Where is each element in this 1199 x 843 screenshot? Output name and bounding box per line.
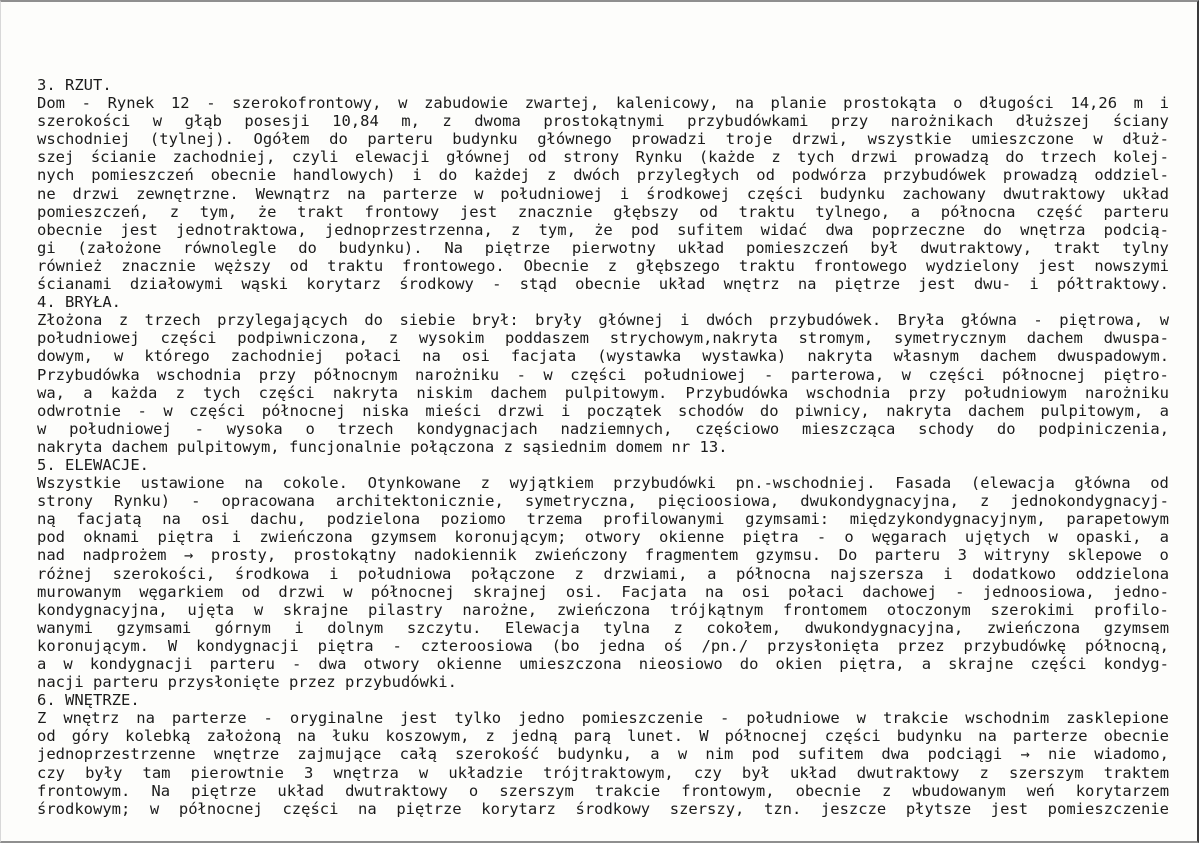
text-line: również znacznie węższy od traktu frontowego. Obecnie z głębszego traktu frontowego wydzielony jest nowszymi	[37, 256, 1169, 275]
document-body	[37, 76, 1169, 818]
text-line: szej ścianie zachodniej, czyli elewacji głównej od strony Rynku (każde z tych drzwi prowadzą do trzech kolej-	[37, 148, 1169, 167]
text-line: różnej szerokości, środkowa i południowa połączone z drzwiami, a północna najszersza i dodatkowo oddzielona	[37, 564, 1170, 583]
text-line: ną facjatą na osi dachu, podzielona poziomo trzema profilowanymi gzymsami: międzykondygnacyjnym, parapetowym	[37, 510, 1169, 529]
text-line: środkowym; w północnej części na piętrze korytarz środkowy szerszy, tzn. jeszcze płytsze jest pomieszczenie	[37, 799, 1169, 818]
text-line: szerokości w głąb posesji 10,84 m, z dwoma prostokątnymi przybudówkami przy narożnikach dłuższej ściany	[37, 112, 1169, 131]
text-line: a w kondygnacji parteru - dwa otwory okienne umieszczona nieosiowo do okien piętra, a skrajne części kondyg-	[37, 655, 1169, 673]
text-line: nakryta dachem pulpitowym, funcjonalnie połączona z sąsiednim domem nr 13.	[37, 437, 728, 456]
text-line: murowanym węgarkiem od drzwi w północnej skrajnej osi. Facjata na osi połaci dachowej - jednoosiowa, jedno-	[37, 582, 1169, 601]
text-line: wa, a każda z tych części nakryta niskim dachem pulpitowym. Przybudówka wschodnia przy południowym narożniku	[37, 383, 1169, 402]
text-line: Złożona z trzech przylegających do siebie brył: bryły głównej i dwóch przybudówek. Bryła główna - piętrowa, w	[37, 311, 1170, 330]
text-line: obecnie jest jednotraktowa, jednoprzestrzenna, z tym, że pod sufitem widać dwa poprzeczne do wnętrza podcią-	[37, 220, 1169, 239]
text-line: Z wnętrz na parterze - oryginalne jest tylko jedno pomieszczenie - południowe w trakcie wschodnim zasklepione	[37, 709, 1169, 728]
text-line: odwrotnie - w części północnej niska mieści drzwi i początek schodów do piwnicy, nakryta dachem pulpitowym, a	[37, 401, 1170, 420]
text-line: nych pomieszczeń obecnie handlowych) i do każdej z dwóch przyległych od podwórza przybudówek prowadzą oddziel-	[37, 166, 1169, 185]
text-line: pod oknami piętra i zwieńczona gzymsem koronującym; otwory okienne piętra - o węgarach ujętych w opaski, a	[37, 528, 1169, 547]
text-line: południowej części podpiwniczona, z wysokim poddaszem strychowym,nakryta stromym, symetrycznym dachem dwuspa-	[37, 329, 1169, 348]
text-line: w południowej - wysoka o trzech kondygnacjach nadziemnych, częściowo mieszcząca schody do podpiniczenia,	[37, 419, 1170, 438]
text-line: 5. ELEWACJE.	[37, 455, 149, 474]
text-line: jednoprzestrzenne wnętrze zajmujące całą szerokość budynku, a w nim pod sufitem dwa podciągi → nie wiadomo,	[37, 745, 1169, 764]
text-line: 4. BRYŁA.	[37, 293, 121, 312]
text-line: nad nadprożem → prosty, prostokątny nadokiennik zwieńczony fragmentem gzymsu. Do parteru 3 witryny sklepowe o	[37, 546, 1169, 565]
text-line: Dom - Rynek 12 - szerokofrontowy, w zabudowie zwartej, kalenicowy, na planie prostokąta o długości 14,26 m i	[37, 94, 1169, 113]
text-line: strony Rynku) - opracowana architektonicznie, symetryczna, pięcioosiowa, dwukondygnacyjna, z jednokondygnacyj-	[37, 492, 1170, 511]
text-line: nacji parteru przysłonięte przez przybudówki.	[37, 673, 457, 692]
text-line: gi (założone równolegle do budynku). Na piętrze pierwotny układ pomieszczeń był dwutraktowy, trakt tylny	[37, 238, 1169, 257]
text-line: od góry kolebką założoną na łuku koszowym, z jedną parą lunet. W północnej części budynku na parterze obecnie	[37, 727, 1169, 746]
text-line: 6. WNĘTRZE.	[37, 691, 140, 710]
text-line: ścianami działowymi wąski korytarz środkowy - stąd obecnie układ wnętrz na piętrze jest dwu- i półtraktowy.	[37, 275, 1169, 294]
text-line: pomieszczeń, z tym, że trakt frontowy jest znacznie głębszy od traktu tylnego, a północna część parteru	[37, 202, 1169, 221]
text-line: dowym, w którego zachodniej połaci na osi facjata (wystawka wystawka) nakryta własnym dachem dwuspadowym.	[37, 347, 1170, 366]
text-line: koronującym. W kondygnacji piętra - czteroosiowa (bo jedna oś /pn./ przysłonięta przez przybudówkę północną,	[37, 636, 1170, 655]
text-line: ne drzwi zewnętrzne. Wewnątrz na parterze w południowej i środkowej części budynku zachowany dwutraktowy układ	[37, 184, 1170, 203]
text-line: czy były tam pierowtnie 3 wnętrza w układzie trójtraktowym, czy był układ dwutraktowy z szerszym traktem	[37, 763, 1170, 782]
text-line: 3. RZUT.	[37, 76, 112, 94]
text-line: Przybudówka wschodnia przy północnym narożniku - w części południowej - parterowa, w części północnej piętro-	[37, 365, 1169, 384]
text-line: frontowym. Na piętrze układ dwutraktowy o szerszym trakcie frontowym, obecnie z wbudowanym weń korytarzem	[37, 781, 1170, 800]
text-line: kondygnacyjna, ujęta w skrajne pilastry narożne, zwieńczona trójkątnym frontomem otoczonym szerokimi profilo-	[37, 600, 1169, 619]
text-line: Wszystkie ustawione na cokole. Otynkowane z wyjątkiem przybudówki pn.-wschodniej. Fasada (elewacja główna od	[37, 474, 1169, 493]
text-line: wanymi gzymsami górnym i dolnym szczytu. Elewacja tylna z cokołem, dwukondygnacyjna, zwieńczona gzymsem	[37, 618, 1170, 637]
text-line: wschodniej (tylnej). Ogółem do parteru budynku głównego prowadzi troje drzwi, wszystkie umieszczone w dłuż-	[37, 130, 1170, 149]
